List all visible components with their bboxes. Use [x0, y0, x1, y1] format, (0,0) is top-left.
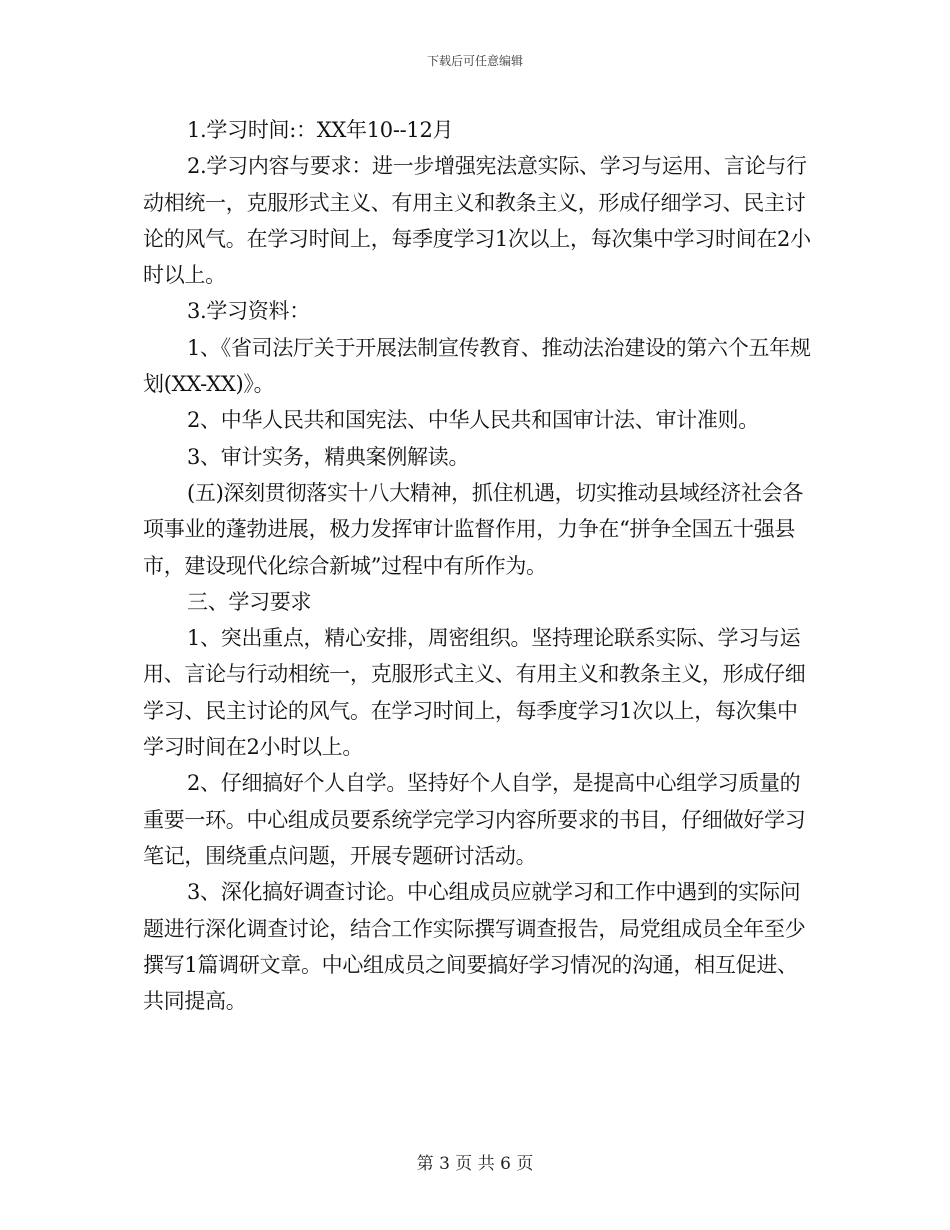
paragraph-study-content: 2.学习内容与要求：进一步增强宪法意实际、学习与运用、言论与行动相统一，克服形式主义、有用主义和教条主义，形成仔细学习、民主讨论的风气。在学习时间上，每季度学习1次以上，每次集中学习时间在2小时以上。: [143, 154, 811, 288]
document-body: [143, 112, 813, 1019]
paragraph-material-1: 1、《省司法厅关于开展法制宣传教育、推动法治建设的第六个五年规划(XX-XX)》。: [143, 335, 811, 397]
paragraph-material-2: 2、中华人民共和国宪法、中华人民共和国审计法、审计准则。: [187, 408, 759, 433]
paragraph-study-time: 1.学习时间:：XX年10--12月: [187, 118, 454, 142]
paragraph-section-five: (五)深刻贯彻落实十八大精神，抓住机遇，切实推动县域经济社会各项事业的蓬勃进展，极力发挥审计监督作用，力争在“拼争全国五十强县市，建设现代化综合新城”过程中有所作为。: [143, 480, 804, 578]
page-number-footer: 第 3 页 共 6 页: [416, 1154, 534, 1174]
paragraph-requirement-3: 3、深化搞好调查讨论。中心组成员应就学习和工作中遇到的实际问题进行深化调查讨论，结合工作实际撰写调查报告，局党组成员全年至少撰写1篇调研文章。中心组成员之间要搞好学习情况的沟通，相互促进、共同提高。: [143, 880, 806, 1014]
section-heading-requirements: 三、学习要求: [187, 589, 312, 614]
paragraph-study-materials: 3.学习资料：: [187, 299, 310, 324]
paragraph-material-3: 3、审计实务，精典案例解读。: [187, 444, 470, 469]
paragraph-requirement-2: 2、仔细搞好个人自学。坚持好个人自学，是提高中心组学习质量的重要一环。中心组成员要系统学完学习内容所要求的书目，仔细做好学习笔记，围绕重点问题，开展专题研讨活动。: [143, 771, 806, 868]
page-header-note: 下载后可任意编辑: [426, 54, 523, 68]
paragraph-requirement-1: 1、突出重点，精心安排，周密组织。坚持理论联系实际、学习与运用、言论与行动相统一，克服形式主义、有用主义和教条主义，形成仔细学习、民主讨论的风气。在学习时间上，每季度学习1次以上，每次集中学习时间在2小时以上。: [143, 626, 806, 760]
